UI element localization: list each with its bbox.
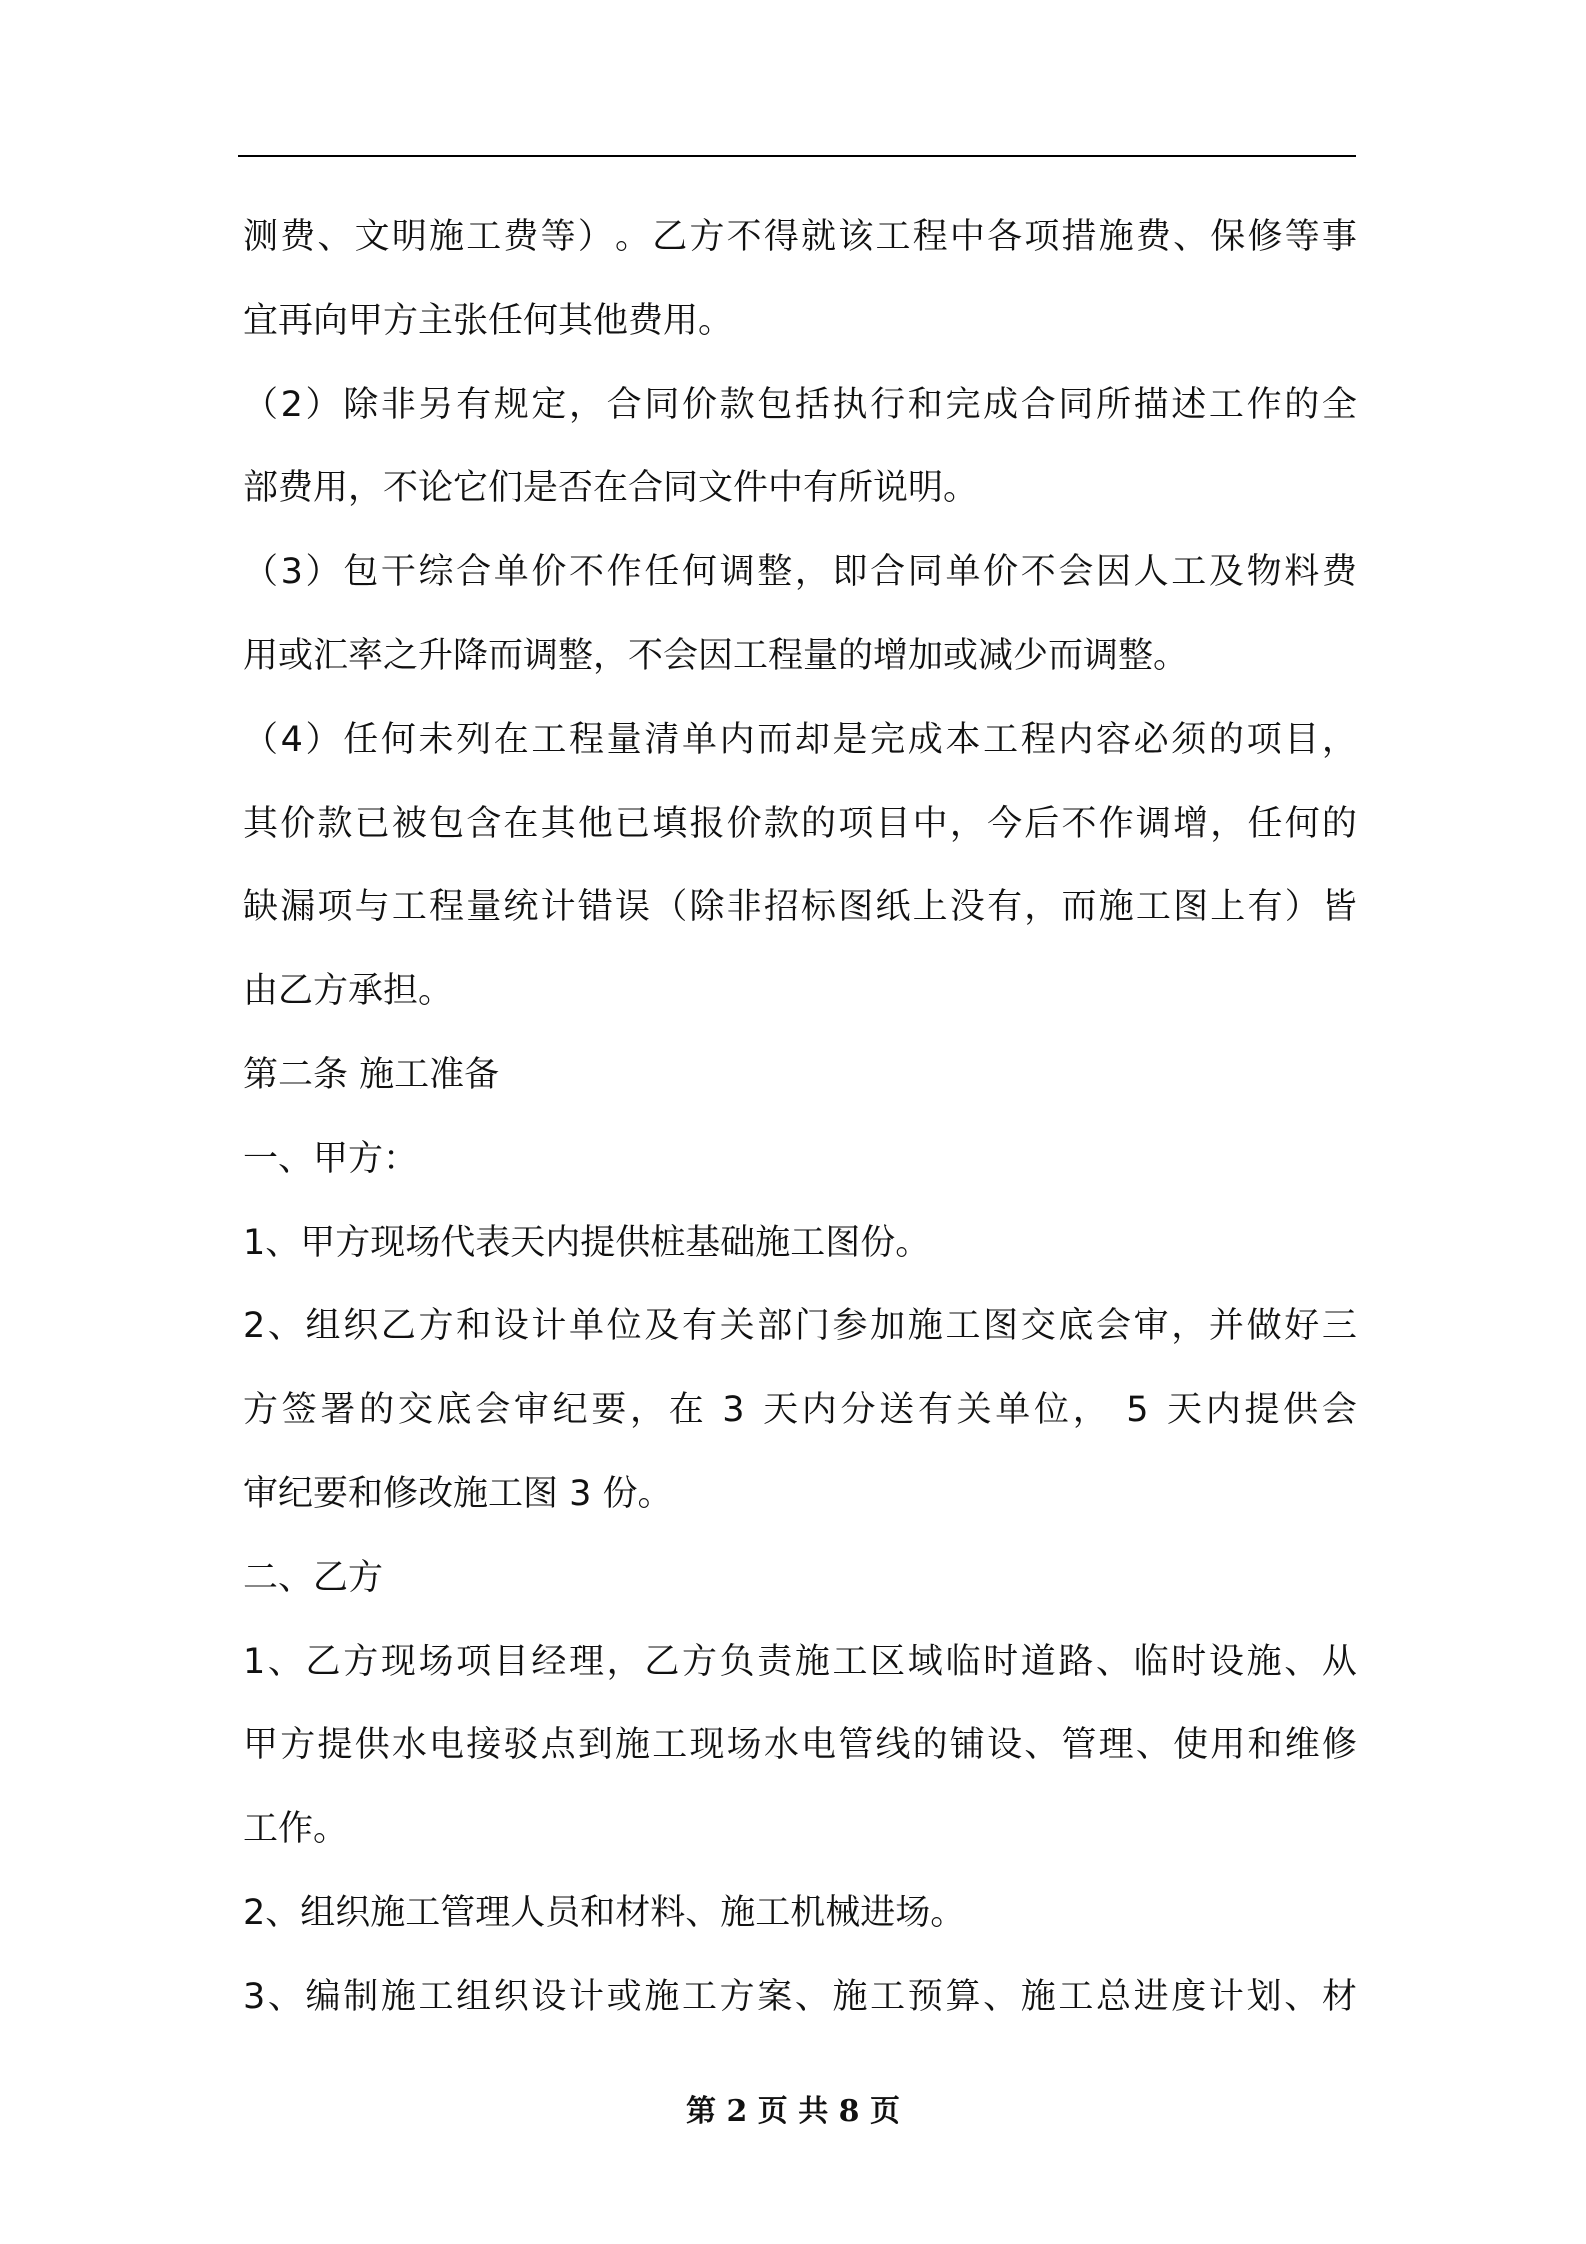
text-line: 二、乙方 <box>243 1557 384 1598</box>
text-line: （ 4 ） 任 何 未 列 在 工 程 量 清 单 内 而 却 是 完 成 本 工 程 内 容 必 须 的 项 目 ， <box>243 719 1357 760</box>
text-line: 缺 漏 项 与 工 程 量 统 计 错 误 （ 除 非 招 标 图 纸 上 没 有 ， 而 施 工 图 上 有 ） 皆 <box>243 887 1357 928</box>
text-line: 第二条 施工准备 <box>243 1054 500 1095</box>
text-line: 用或汇率之升降而调整，不会因工程量的增加或减少而调整。 <box>243 635 1189 676</box>
text-line: 由乙方承担。 <box>243 971 454 1012</box>
document-body <box>243 196 1357 2040</box>
text-line: 2、组织施工管理人员和材料、施工机械进场。 <box>243 1892 966 1933</box>
text-line: 工作。 <box>243 1809 349 1850</box>
text-line: 甲 方 提 供 水 电 接 驳 点 到 施 工 现 场 水 电 管 线 的 铺 设 、 管 理 、 使 用 和 维 修 <box>243 1725 1357 1766</box>
text-line: 其 价 款 已 被 包 含 在 其 他 已 填 报 价 款 的 项 目 中 ， 今 后 不 作 调 增 ， 任 何 的 <box>243 803 1357 844</box>
page-number: 第 2 页 共 8 页 <box>686 2094 900 2129</box>
text-line: 一、甲方： <box>243 1138 419 1179</box>
header-rule <box>238 155 1356 157</box>
text-line: 1、甲方现场代表天内提供桩基础施工图份。 <box>243 1222 931 1263</box>
text-line: 1 、 乙 方 现 场 项 目 经 理 ， 乙 方 负 责 施 工 区 域 临 时 道 路 、 临 时 设 施 、 从 <box>243 1641 1357 1682</box>
text-line: 测 费 、 文 明 施 工 费 等 ） 。 乙 方 不 得 就 该 工 程 中 各 项 措 施 费 、 保 修 等 事 <box>243 217 1357 257</box>
text-line: 部费用，不论它们是否在合同文件中有所说明。 <box>243 468 979 509</box>
text-line: 3 、 编 制 施 工 组 织 设 计 或 施 工 方 案 、 施 工 预 算 、 施 工 总 进 度 计 划 、 材 <box>243 1976 1357 2017</box>
text-line: 宜再向甲方主张任何其他费用。 <box>243 300 734 341</box>
text-line: 方 签 署 的 交 底 会 审 纪 要 ， 在 3 天 内 分 送 有 关 单 位 ， 5 天 内 提 供 会 <box>243 1390 1357 1431</box>
text-line: （ 3 ） 包 干 综 合 单 价 不 作 任 何 调 整 ， 即 合 同 单 价 不 会 因 人 工 及 物 料 费 <box>243 552 1357 593</box>
text-line: 2 、 组 织 乙 方 和 设 计 单 位 及 有 关 部 门 参 加 施 工 图 交 底 会 审 ， 并 做 好 三 <box>243 1306 1357 1347</box>
text-line: （ 2 ） 除 非 另 有 规 定 ， 合 同 价 款 包 括 执 行 和 完 成 合 同 所 描 述 工 作 的 全 <box>243 384 1357 425</box>
text-line: 审纪要和修改施工图 3 份。 <box>243 1473 673 1514</box>
